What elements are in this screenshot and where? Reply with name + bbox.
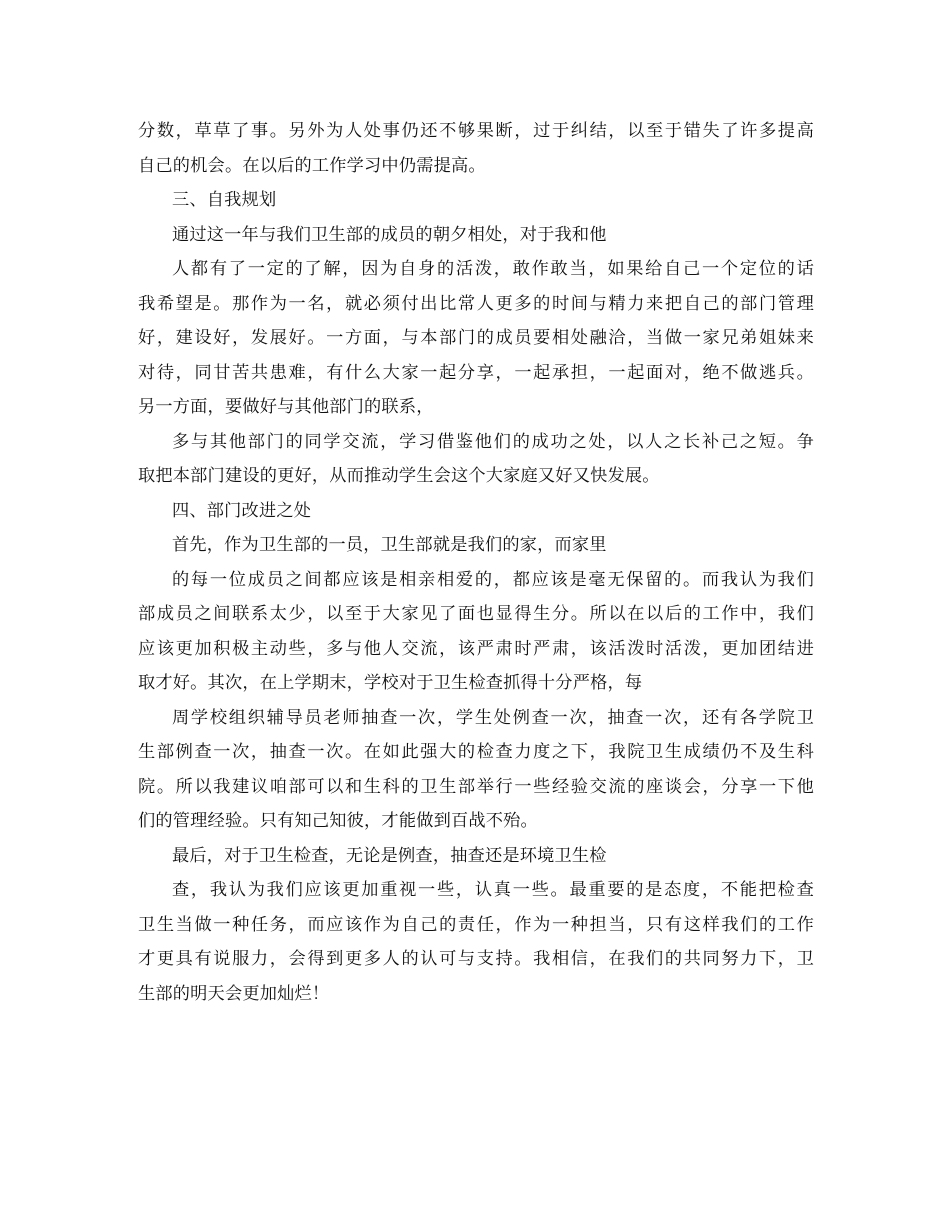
text-line: 生部例查一次，抽查一次。在如此强大的检查力度之下，我院卫生成绩仍不及生科 [138, 742, 814, 762]
text-line: 另一方面，要做好与其他部门的联系， [138, 397, 434, 417]
document-body [138, 114, 814, 1011]
text-line: 好，建设好，发展好。一方面，与本部门的成员要相处融洽，当做一家兄弟姐妹来 [138, 328, 814, 348]
text-line: 取才好。其次，在上学期末，学校对于卫生检查抓得十分严格，每 [138, 673, 643, 693]
text-line: 通过这一年与我们卫生部的成员的朝夕相处，对于我和他 [172, 224, 607, 245]
text-line: 多与其他部门的同学交流，学习借鉴他们的成功之处，以人之长补己之短。争 [172, 431, 814, 452]
text-line: 才更具有说服力，会得到更多人的认可与支持。我相信，在我们的共同努力下，卫 [138, 949, 814, 969]
text-line: 三、自我规划 [172, 190, 277, 210]
text-line: 最后，对于卫生检查，无论是例查，抽查还是环境卫生检 [172, 845, 607, 866]
text-line: 对待，同甘苦共患难，有什么大家一起分享，一起承担，一起面对，绝不做逃兵。 [138, 362, 814, 383]
text-line: 自己的机会。在以后的工作学习中仍需提高。 [138, 155, 486, 176]
text-line: 们的管理经验。只有知己知彼，才能做到百战不殆。 [138, 811, 538, 831]
text-line: 我希望是。那作为一名，就必须付出比常人更多的时间与精力来把自己的部门管理 [138, 293, 814, 314]
text-line: 的每一位成员之间都应该是相亲相爱的，都应该是毫无保留的。而我认为我们 [172, 569, 814, 590]
text-line: 院。所以我建议咱部可以和生科的卫生部举行一些经验交流的座谈会，分享一下他 [138, 776, 814, 797]
text-line: 取把本部门建设的更好，从而推动学生会这个大家庭又好又快发展。 [138, 466, 660, 486]
text-line: 生部的明天会更加灿烂！ [138, 983, 330, 1004]
text-line: 部成员之间联系太少，以至于大家见了面也显得生分。所以在以后的工作中，我们 [138, 604, 814, 624]
text-line: 周学校组织辅导员老师抽查一次，学生处例查一次，抽查一次，还有各学院卫 [172, 707, 814, 728]
text-line: 四、部门改进之处 [172, 500, 312, 521]
text-line: 人都有了一定的了解，因为自身的活泼，敢作敢当，如果给自己一个定位的话 [172, 259, 814, 279]
text-line: 分数，草草了事。另外为人处事仍还不够果断，过于纠结，以至于错失了许多提高 [138, 121, 814, 141]
text-line: 卫生当做一种任务，而应该作为自己的责任，作为一种担当，只有这样我们的工作 [138, 914, 814, 935]
text-line: 查，我认为我们应该更加重视一些，认真一些。最重要的是态度，不能把检查 [172, 880, 814, 900]
text-line: 首先，作为卫生部的一员，卫生部就是我们的家，而家里 [172, 535, 607, 555]
text-line: 应该更加积极主动些，多与他人交流，该严肃时严肃，该活泼时活泼，更加团结进 [138, 638, 814, 659]
